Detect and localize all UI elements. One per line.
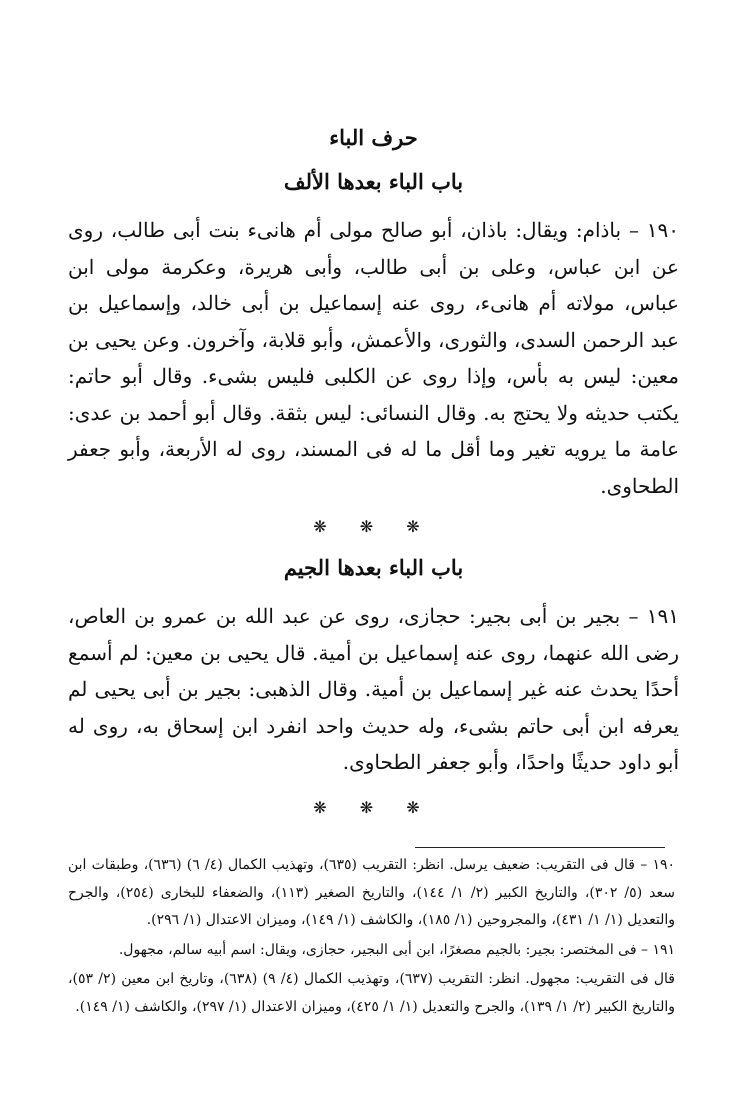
section-separator: ❋ ❋ ❋: [313, 517, 434, 536]
footnote-191-references: قال فى التقريب: مجهول. انظر: التقريب (٦٣٧)، وتهذيب الكمال (٤/ ٩) (٦٣٨)، وتاريخ ابن معين (٢/ ٥٣)، والتاريخ الكبير (٢/ ١/ ١٣٩)، والجرح والتعديل (١/ ١/ ٤٢٥)، وميزان الاعتدال (١/ ٢٩٧)، والكاشف (١/ ١٤٩).: [68, 971, 675, 1015]
entry-text: باذام: ويقال: باذان، أبو صالح مولى أم هانىء بنت أبى طالب، روى عن ابن عباس، وعلى بن أبى طالب، وأبى هريرة، وعكرمة مولى ابن عباس، مولاته أم هانىء، روى عنه إسماعيل بن أبى خالد، وإسماعيل بن عبد الرحمن السدى، والثورى، والأعمش، وأبو قلابة، وآخرون. وعن يحيى بن معين: ليس به بأس، وإذا روى عن الكلبى فليس بشىء. وقال أبو حاتم: يكتب حديثه ولا يحتج به. وقال النسائى: ليس بثقة. وقال أبو أحمد بن عدى: عامة ما يرويه تغير وما أقل ما له فى المسند، روى له الأربعة، وأبو جعفر الطحاوى.: [68, 218, 679, 498]
main-text: [68, 118, 679, 821]
entry-text: بجير بن أبى بجير: حجازى، روى عن عبد الله بن عمرو بن العاص، رضى الله عنهما، روى عنه إسماعيل بن أمية. قال يحيى بن معين: لم أسمع أحدًا يحدث عنه غير إسماعيل بن أمية. وقال الذهبى: بجير بن أبى يحيى لم يعرفه ابن أبى حاتم بشىء، وله حديث واحد انفرد ابن إسحاق به، روى له أبو داود حديثًا واحدًا، وأبو جعفر الطحاوى.: [68, 604, 679, 774]
entry-number: ١٩٠ –: [628, 218, 680, 242]
footnote-divider: [415, 847, 665, 848]
entry-190: [68, 212, 679, 504]
section-separator: ❋ ❋ ❋: [313, 797, 434, 817]
footnote-190: ١٩٠ – قال فى التقريب: ضعيف يرسل. انظر: التقريب (٦٣٥)، وتهذيب الكمال (٤/ ٦) (٦٣٦)، وطبقات ابن سعد (٥/ ٣٠٢)، والتاريخ الكبير (٢/ ١/ ١٤٤)، والتاريخ الصغير (١١٣)، والضعفاء للبخارى (٢٥٤)، والجرح والتعديل (١/ ١/ ٤٣١)، والمجروحين (١/ ١٨٥)، والكاشف (١/ ١٤٩)، وميزان الاعتدال (١/ ٢٩٦).: [68, 857, 676, 928]
section-heading-jim: باب الباء بعدها الجيم: [283, 555, 464, 580]
entry-number: ١٩١ –: [628, 604, 680, 628]
section-heading-alif: باب الباء بعدها الألف: [283, 169, 464, 194]
entry-191: [68, 598, 679, 781]
footnotes: [68, 852, 675, 1021]
chapter-heading: حرف الباء: [329, 125, 418, 150]
footnote-191: ١٩١ – فى المختصر: بجير: بالجيم مصغرًا، ابن أبى البجير، حجازى، ويقال: اسم أبيه سالم، مجهول.: [118, 941, 675, 958]
